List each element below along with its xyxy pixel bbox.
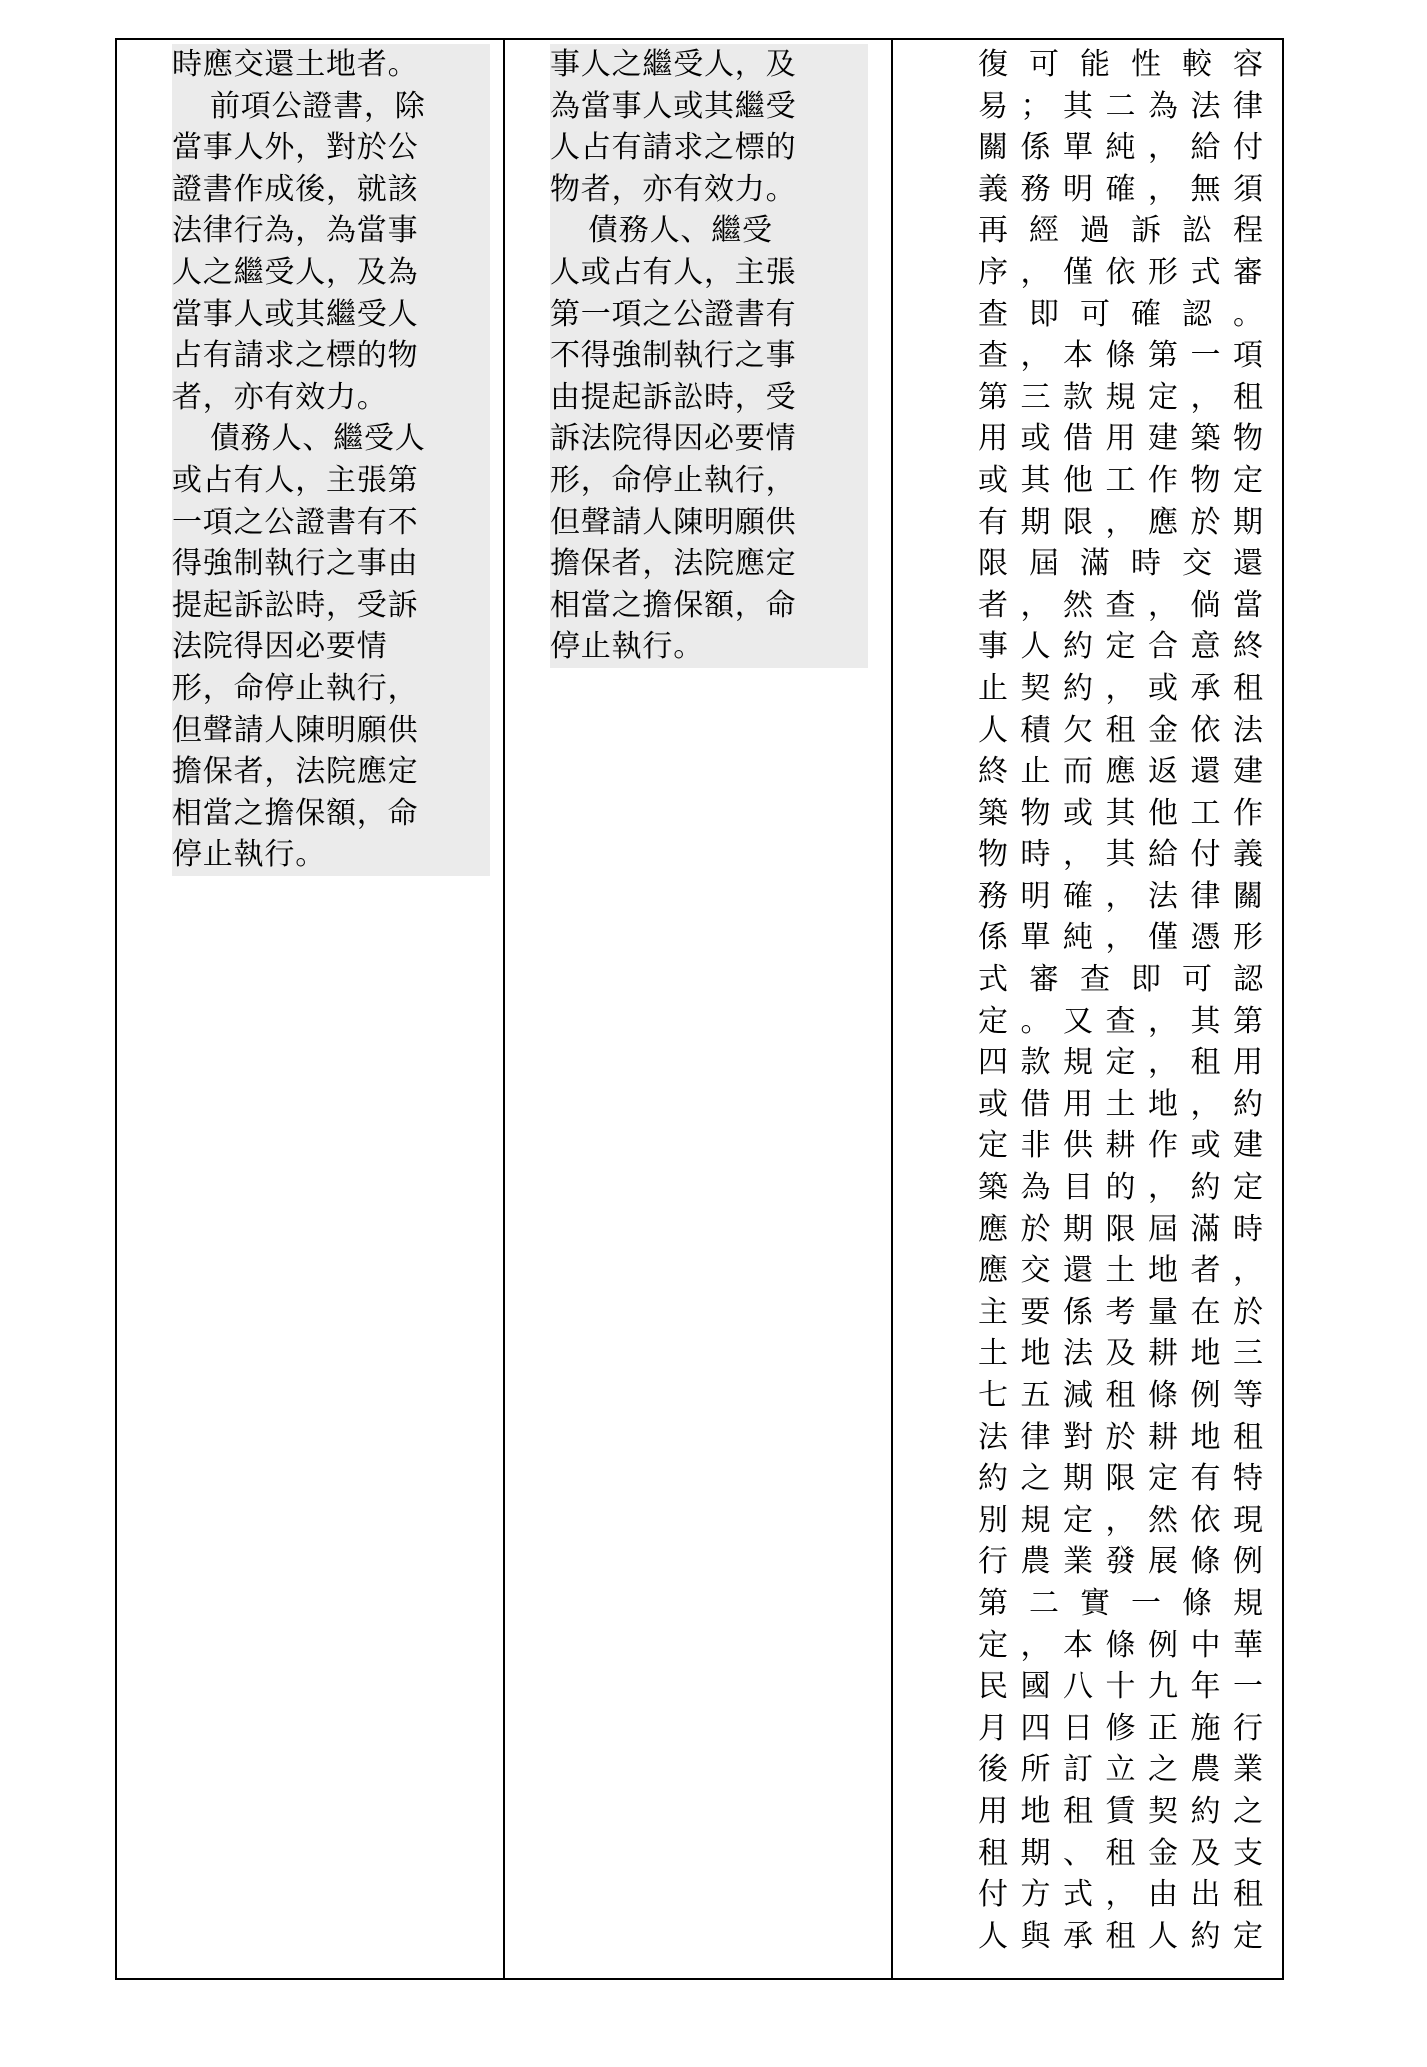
text-line: 月四日修正施行 [978,1710,1263,1746]
text-line: 約之期限定有特 [978,1461,1263,1497]
text-line: 築物或其他工作 [978,795,1263,831]
text-line: 為當事人或其繼受 [550,86,868,128]
column-explanation [892,39,1283,1979]
text-line: 用地租賃契約之 [978,1793,1263,1829]
text-line: 係單純，僅憑形 [978,920,1263,956]
text-line: 停止執行。 [550,626,868,668]
text-line: 用或借用建築物 [978,421,1263,457]
text-line: 土地法及耕地三 [978,1336,1263,1372]
text-line: 別規定，然依現 [978,1502,1263,1538]
text-line: 民國八十九年一 [978,1669,1263,1705]
text-line: 或占有人，主張第 [172,460,490,502]
text-line: 人積欠租金依法 [978,712,1263,748]
text-line: 事人約定合意終 [978,629,1263,665]
text-line: 當事人外，對於公 [172,127,490,169]
text-line: 由提起訴訟時，受 [550,377,868,419]
column-2-lines [505,40,891,668]
text-line: 第一項之公證書有 [550,294,868,336]
text-line: 得強制執行之事由 [172,543,490,585]
column-3-lines [893,40,1282,1957]
text-line: 物時，其給付義 [978,837,1263,873]
text-line: 或借用土地，約 [978,1086,1263,1122]
text-line: 應交還土地者， [978,1253,1263,1289]
text-line: 再經過訴訟程 [978,213,1263,249]
text-line: 第二實一條規 [978,1585,1263,1621]
text-line: 有期限，應於期 [978,504,1263,540]
text-line: 擔保者，法院應定 [550,543,868,585]
text-line: 債務人、繼受 [550,210,868,252]
text-line: 止契約，或承租 [978,670,1263,706]
text-line: 法院得因必要情 [172,626,490,668]
text-line: 主要係考量在於 [978,1294,1263,1330]
text-line: 相當之擔保額，命 [550,585,868,627]
text-line: 付方式，由出租 [978,1877,1263,1913]
text-line: 停止執行。 [172,834,490,876]
text-line: 形，命停止執行， [172,668,490,710]
text-line: 法律行為，為當事 [172,210,490,252]
text-line: 前項公證書，除 [172,86,490,128]
text-line: 復可能性較容 [978,47,1263,82]
text-line: 形，命停止執行， [550,460,868,502]
text-line: 相當之擔保額，命 [172,793,490,835]
text-line: 應於期限屆滿時 [978,1211,1263,1247]
text-line: 人或占有人，主張 [550,252,868,294]
text-line: 提起訴訟時，受訴 [172,585,490,627]
text-line: 人占有請求之標的 [550,127,868,169]
text-line: 租期、租金及支 [978,1835,1263,1871]
text-line: 定。又查，其第 [978,1003,1263,1039]
text-line: 查即可確認。 [978,296,1263,332]
text-line: 易；其二為法律 [978,88,1263,124]
text-line: 物者，亦有效力。 [550,169,868,211]
text-line: 式審查即可認 [978,962,1263,998]
text-line: 四款規定，租用 [978,1045,1263,1081]
text-line: 人之繼受人，及為 [172,252,490,294]
text-line: 人與承租人約定 [978,1918,1263,1954]
comparison-table [115,38,1284,1980]
text-line: 時應交還土地者。 [172,44,490,86]
text-line: 訴法院得因必要情 [550,418,868,460]
table-row [116,39,1283,1979]
column-amended-text [116,39,504,1979]
text-line: 者，亦有效力。 [172,377,490,419]
text-line: 債務人、繼受人 [172,418,490,460]
text-line: 後所訂立之農業 [978,1752,1263,1788]
text-line: 事人之繼受人，及 [550,44,868,86]
text-line: 者，然查，倘當 [978,587,1263,623]
text-line: 七五減租條例等 [978,1378,1263,1413]
text-line: 築為目的，約定 [978,1170,1263,1206]
text-line: 查，本條第一項 [978,338,1263,374]
text-line: 行農業發展條例 [978,1544,1263,1580]
text-line: 序，僅依形式審 [978,254,1263,290]
text-line: 不得強制執行之事 [550,335,868,377]
text-line: 當事人或其繼受人 [172,294,490,336]
text-line: 占有請求之標的物 [172,335,490,377]
text-line: 定非供耕作或建 [978,1128,1263,1164]
text-line: 定，本條例中華 [978,1627,1263,1663]
text-line: 務明確，法律關 [978,878,1263,914]
column-current-text [504,39,892,1979]
text-line: 或其他工作物定 [978,462,1263,498]
text-line: 關係單純，給付 [978,130,1263,166]
text-line: 證書作成後，就該 [172,169,490,211]
text-line: 但聲請人陳明願供 [550,502,868,544]
text-line: 限屆滿時交還 [978,546,1263,582]
column-1-lines [117,40,503,876]
text-line: 終止而應返還建 [978,754,1263,790]
text-line: 義務明確，無須 [978,171,1263,207]
text-line: 法律對於耕地租 [978,1419,1263,1455]
text-line: 擔保者，法院應定 [172,751,490,793]
text-line: 但聲請人陳明願供 [172,710,490,752]
text-line: 第三款規定，租 [978,379,1263,415]
text-line: 一項之公證書有不 [172,502,490,544]
